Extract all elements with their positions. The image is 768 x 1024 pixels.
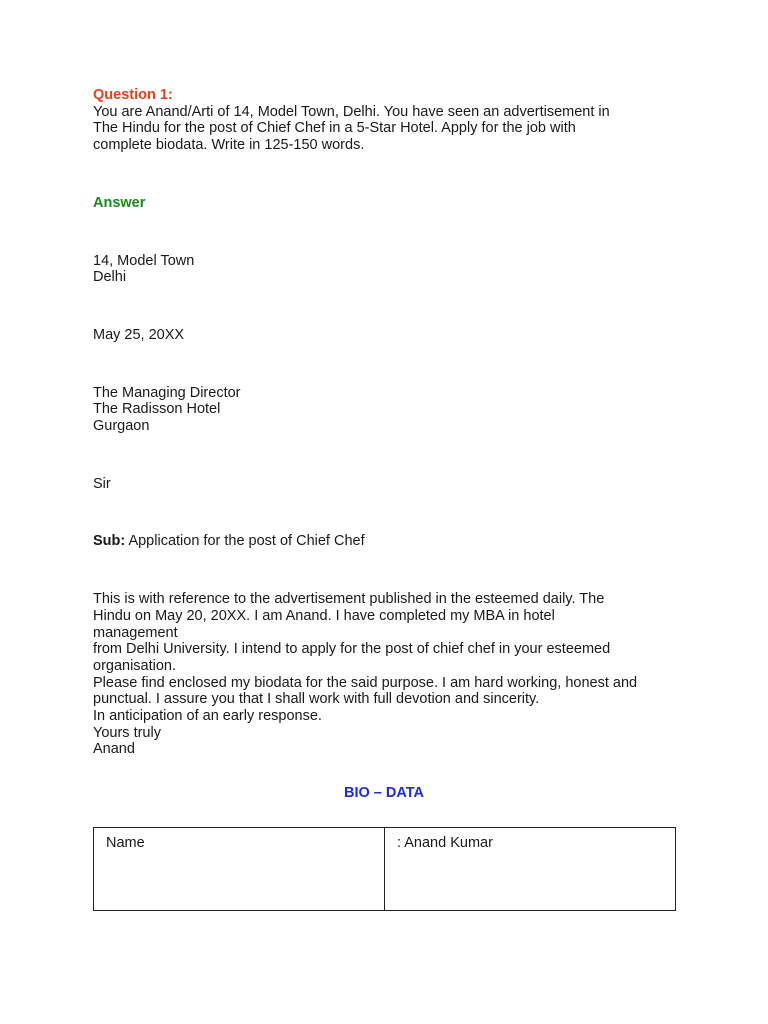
letter-date: May 25, 20XX bbox=[93, 326, 185, 343]
body-line: punctual. I assure you that I shall work with full devotion and sincerity. bbox=[93, 691, 540, 708]
body-line: Hindu on May 20, 20XX. I am Anand. I have completed my MBA in hotel bbox=[93, 607, 555, 624]
body-line: organisation. bbox=[93, 657, 177, 674]
address-line: Delhi bbox=[93, 269, 127, 286]
body-line: In anticipation of an early response. bbox=[93, 708, 322, 725]
recipient-line: The Managing Director bbox=[93, 384, 241, 401]
biodata-table bbox=[93, 827, 676, 911]
subject-line bbox=[93, 533, 683, 550]
question-line: complete biodata. Write in 125-150 words. bbox=[93, 137, 365, 154]
closing-line: Yours truly bbox=[93, 724, 161, 741]
salutation: Sir bbox=[93, 475, 111, 492]
subject-text: Application for the post of Chief Chef bbox=[125, 533, 365, 550]
body-line: Please find enclosed my biodata for the said purpose. I am hard working, honest and bbox=[93, 674, 638, 691]
address-line: 14, Model Town bbox=[93, 252, 195, 269]
body-line: from Delhi University. I intend to apply for the post of chief chef in your esteemed bbox=[93, 641, 611, 658]
body-line: management bbox=[93, 624, 178, 641]
question-label: Question 1: bbox=[93, 87, 173, 103]
body-line: This is with reference to the advertisement published in the esteemed daily. The bbox=[93, 591, 605, 608]
biodata-field-name: Name bbox=[94, 828, 385, 910]
letter-document bbox=[93, 87, 683, 758]
subject-label: Sub: bbox=[93, 533, 126, 550]
sender-address bbox=[93, 253, 683, 286]
question-line: The Hindu for the post of Chief Chef in a 5-Star Hotel. Apply for the job with bbox=[93, 120, 576, 137]
signature-name: Anand bbox=[93, 741, 135, 758]
recipient-line: Gurgaon bbox=[93, 418, 150, 435]
biodata-title: BIO – DATA bbox=[343, 785, 425, 801]
recipient-line: The Radisson Hotel bbox=[93, 401, 221, 418]
question-text bbox=[93, 104, 683, 154]
letter-body bbox=[93, 591, 683, 758]
recipient-address bbox=[93, 385, 683, 435]
question-line: You are Anand/Arti of 14, Model Town, Delhi. You have seen an advertisement in bbox=[93, 103, 610, 120]
biodata-value-name: : Anand Kumar bbox=[397, 835, 493, 851]
answer-label: Answer bbox=[93, 194, 146, 211]
